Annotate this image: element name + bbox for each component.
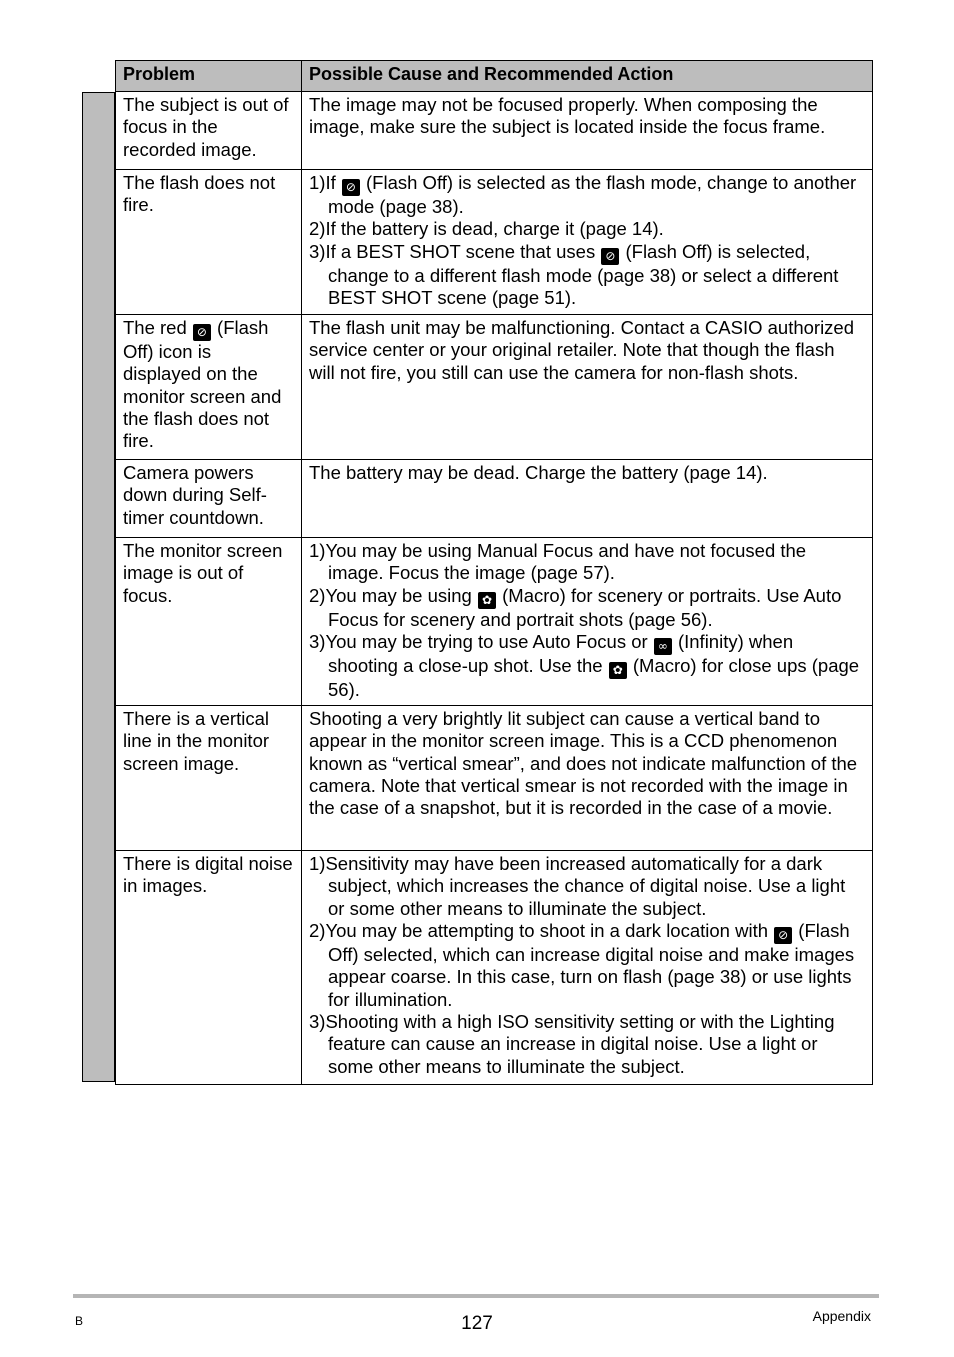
text-run: There is digital noise in images. bbox=[123, 853, 293, 897]
footer-rule bbox=[73, 1294, 879, 1298]
action-cell bbox=[302, 706, 873, 851]
list-item bbox=[309, 172, 865, 218]
action-cell bbox=[302, 315, 873, 460]
text-run: 2)You may be attempting to shoot in a dark location with bbox=[309, 920, 774, 942]
action-list bbox=[309, 853, 865, 1078]
text-run: 3)Shooting with a high ISO sensitivity setting or with the Lighting feature can cause an increase in digital noise. Use a light or some other means to illuminate the subject. bbox=[309, 1010, 835, 1077]
action-cell bbox=[302, 851, 873, 1085]
text-run: The flash does not fire. bbox=[123, 172, 276, 216]
list-item bbox=[309, 540, 865, 585]
table-row bbox=[116, 706, 873, 851]
table-row bbox=[116, 851, 873, 1085]
problem-cell bbox=[116, 851, 302, 1085]
problem-cell bbox=[116, 706, 302, 851]
list-item bbox=[309, 631, 865, 701]
action-cell bbox=[302, 92, 873, 170]
list-item bbox=[309, 920, 865, 1011]
text-run: 2)You may be using bbox=[309, 584, 477, 606]
text-run: (Macro) for scenery or portraits. Use Auto Focus for scenery and portrait shots (page 56). bbox=[328, 584, 842, 630]
text-run: 1)If bbox=[309, 172, 341, 193]
text-run: There is a vertical line in the monitor screen image. bbox=[123, 708, 270, 774]
action-cell bbox=[302, 170, 873, 315]
text-run: The image may not be focused properly. When composing the image, make sure the subject is located inside the focus frame. bbox=[309, 94, 826, 138]
text-run: 1)You may be using Manual Focus and have not focused the image. Focus the image (page 57). bbox=[309, 540, 807, 584]
list-item bbox=[309, 218, 865, 240]
table-row bbox=[116, 92, 873, 170]
table-header-row bbox=[116, 61, 873, 92]
problem-cell bbox=[116, 170, 302, 315]
text-run: (Infinity) when shooting a close-up shot. Use the bbox=[328, 630, 794, 676]
page-number: 127 bbox=[461, 1313, 493, 1334]
table-row bbox=[116, 538, 873, 706]
list-item bbox=[309, 1011, 865, 1078]
action-list bbox=[309, 172, 865, 309]
action-list bbox=[309, 540, 865, 701]
problem-cell bbox=[116, 538, 302, 706]
table-body bbox=[116, 92, 873, 1085]
table-row bbox=[116, 460, 873, 538]
macro-icon: ✿ bbox=[609, 662, 627, 679]
flash-off-icon: ⊘ bbox=[774, 927, 792, 944]
flash-off-icon: ⊘ bbox=[601, 248, 619, 265]
header-cause-action: Possible Cause and Recommended Action bbox=[302, 61, 873, 92]
text-run: (Flash Off) is selected as the flash mode, change to another mode (page 38). bbox=[328, 172, 857, 217]
text-run: Camera powers down during Self-timer countdown. bbox=[123, 462, 267, 528]
footer-left-mark: B bbox=[75, 1314, 84, 1328]
section-sidebar-tab bbox=[82, 92, 115, 1082]
text-run: 3)If a BEST SHOT scene that uses bbox=[309, 240, 601, 262]
text-run: The flash unit may be malfunctioning. Contact a CASIO authorized service center or your original retailer. Note that though the flash will not fire, you still can use the camera for non-flash shots. bbox=[309, 317, 855, 383]
text-run: (Macro) for close ups (page 56). bbox=[328, 654, 860, 700]
troubleshooting-table bbox=[115, 60, 873, 1085]
list-item bbox=[309, 585, 865, 631]
text-run: (Flash Off) icon is displayed on the monitor screen and the flash does not fire. bbox=[123, 317, 282, 452]
text-run: (Flash Off) is selected, change to a different flash mode (page 38) or select a different BEST SHOT scene (page 51). bbox=[328, 240, 839, 308]
header-problem: Problem bbox=[116, 61, 302, 92]
text-run: The red bbox=[123, 317, 192, 338]
flash-off-icon: ⊘ bbox=[342, 179, 360, 196]
list-item bbox=[309, 853, 865, 920]
infinity-icon: ∞ bbox=[654, 638, 672, 655]
action-cell bbox=[302, 538, 873, 706]
action-cell bbox=[302, 460, 873, 538]
flash-off-icon: ⊘ bbox=[193, 324, 211, 341]
text-run: 1)Sensitivity may have been increased automatically for a dark subject, which increases the chance of digital noise. Use a light or some other means to illuminate the subject. bbox=[309, 853, 846, 919]
table-row bbox=[116, 315, 873, 460]
text-run: The subject is out of focus in the recorded image. bbox=[123, 94, 289, 160]
macro-icon: ✿ bbox=[478, 592, 496, 609]
footer-section-label: Appendix bbox=[812, 1308, 871, 1324]
problem-cell bbox=[116, 460, 302, 538]
problem-cell bbox=[116, 315, 302, 460]
list-item bbox=[309, 241, 865, 310]
text-run: The monitor screen image is out of focus. bbox=[123, 540, 283, 606]
text-run: Shooting a very brightly lit subject can cause a vertical band to appear in the monitor screen image. This is a CCD phenomenon known as “vertical smear”, and does not indicate malfunction of the camera. Note that vertical smear is not recorded with the image in the case of a snapshot, but it is recorded in the case of a movie. bbox=[309, 708, 858, 819]
text-run: (Flash Off) selected, which can increase digital noise and make images appear coarse. In this case, turn on flash (page 38) or use lights for illumination. bbox=[328, 920, 855, 1010]
text-run: 2)If the battery is dead, charge it (page 14). bbox=[309, 218, 664, 240]
problem-cell bbox=[116, 92, 302, 170]
text-run: 3)You may be trying to use Auto Focus or bbox=[309, 630, 653, 652]
table-row bbox=[116, 170, 873, 315]
text-run: The battery may be dead. Charge the battery (page 14). bbox=[309, 462, 768, 483]
